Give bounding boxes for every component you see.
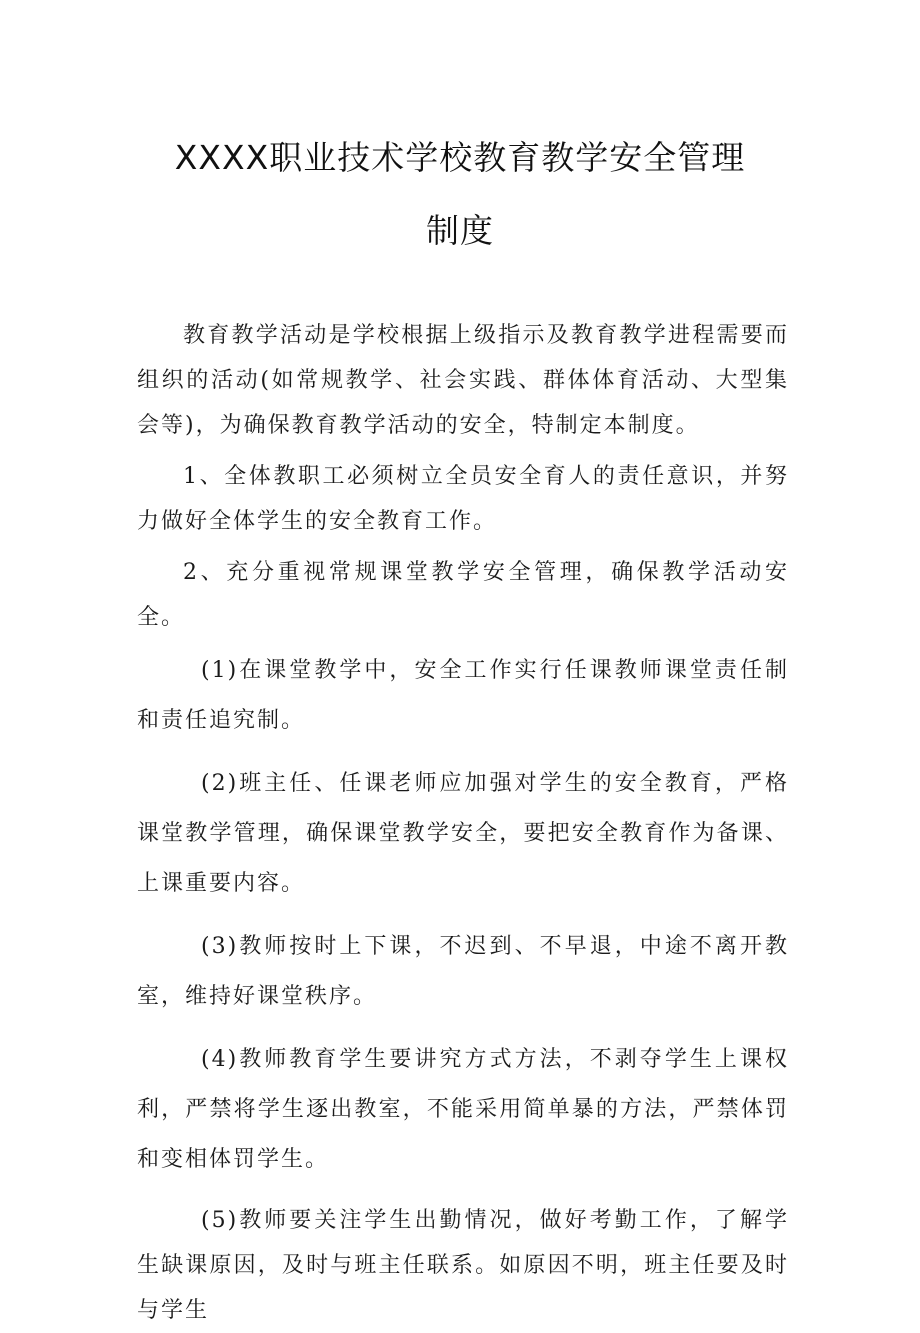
document-title-line-1: XXXX职业技术学校教育教学安全管理: [174, 138, 746, 177]
sub-item-1-paragraph: (1)在课堂教学中，安全工作实行任课教师课堂责任制和责任追究制。: [137, 658, 789, 733]
document-title-line-2: 制度: [426, 211, 494, 250]
sub-item-2-paragraph: (2)班主任、任课老师应加强对学生的安全教育，严格课堂教学管理，确保课堂教学安全，要把安全教育作为备课、上课重要内容。: [137, 771, 789, 896]
intro-paragraph: 教育教学活动是学校根据上级指示及教育教学进程需要而组织的活动(如常规教学、社会实践、群体体育活动、大型集会等)，为确保教育教学活动的安全，特制定本制度。: [137, 323, 789, 438]
item-2-paragraph: 2、充分重视常规课堂教学安全管理，确保教学活动安全。: [137, 560, 789, 630]
sub-item-4-paragraph: (4)教师教育学生要讲究方式方法，不剥夺学生上课权利，严禁将学生逐出教室，不能采用简单暴的方法，严禁体罚和变相体罚学生。: [137, 1047, 789, 1172]
sub-item-3-paragraph: (3)教师按时上下课，不迟到、不早退，中途不离开教室，维持好课堂秩序。: [137, 934, 789, 1009]
item-1-paragraph: 1、全体教职工必须树立全员安全育人的责任意识，并努力做好全体学生的安全教育工作。: [137, 464, 789, 534]
sub-item-5-paragraph: (5)教师要关注学生出勤情况，做好考勤工作，了解学生缺课原因，及时与班主任联系。如原因不明，班主任要及时与学生: [137, 1208, 789, 1323]
document-body: [137, 313, 789, 1333]
